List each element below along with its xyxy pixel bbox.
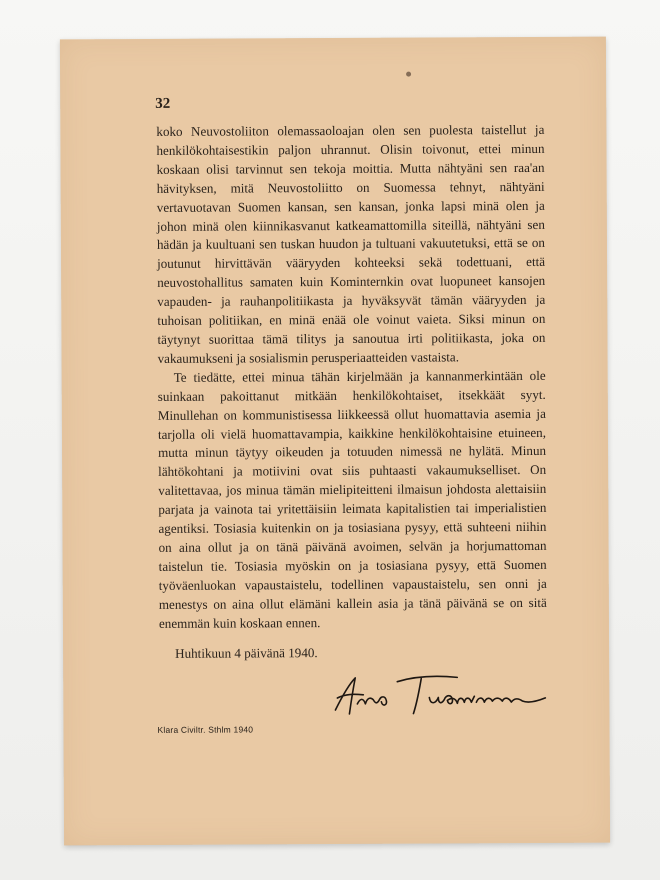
handwritten-signature [329, 663, 554, 726]
page-number: 32 [155, 95, 171, 112]
paragraph-2: Te tiedätte, ettei minua tähän kirjelmään ja kannanmerkintään ole suinkaan pakoittanut mitkään henkilökohtaiset, itsekkäät syyt. Minullehan on kommunistisessa liikkeessä ollut huomattavia asemia ja tarjolla oli vielä huomattavampia, kaikkine henkilökohtaisine etuineen, mutta minun täytyy oikeuden ja totuuden nimessä ne hylätä. Minun lähtökohtani ja motiivini ovat siis puhtaasti vakaumukselliset. On valitettavaa, jos minua tämän mielipiteitteni ilmaisun johdosta alettaisiin parjata ja vainota tai yritettäisiin leimata kapitalistien tai imperialistien agentiksi. Tosiasia kuitenkin on ja tosiasiana pysyy, että suhteeni niihin on aina ollut ja on tänä päivänä avoimen, selvän ja horjumattoman taistelun tie. Tosiasia myöskin on ja tosiasiana pysyy, että Suomen työväenluokan vapaustaistelu, todellinen vapaustaistelu, sen onni ja menestys on aina ollut elämäni kallein asia ja tänä päivänä se on sitä enemmän kuin koskaan ennen. [157, 367, 547, 631]
document-page [60, 37, 610, 846]
body-text [156, 121, 547, 633]
paper-mark [406, 72, 411, 77]
printer-imprint: Klara Civiltr. Sthlm 1940 [157, 724, 254, 735]
date-line: Huhtikuun 4 päivänä 1940. [175, 645, 318, 661]
paragraph-1: koko Neuvostoliiton olemassaoloajan olen sen puolesta taistellut ja henkilökohtaisestikin paljon uhrannut. Olisin toivonut, ettei minun koskaan olisi tarvinnut sen tekoja moittia. Mutta nähtyäni sen raa'an hävityksen, mitä Neuvostoliitto on Suomessa tehnyt, nähtyäni vertavuotavan Suomen kansan, sen kansan, jonka lapsi minä olen ja johon minä olen kiinnikasvanut katkeamattomilla siteillä, nähtyäni sen hädän ja kuultuani sen tuskan huudon ja tultuani vakuutetuksi, että se on joutunut hirvittävän vääryyden kohteeksi sekä todettuani, että neuvostohallitus samaten kuin Kominternkin ovat luopuneet kansojen vapauden- ja rauhanpolitiikasta ja hyväksyvät tämän vääryyden ja tuhoisan politiikan, en minä enää ole voinut vaieta. Siksi minun on täytynyt suorittaa tämä tilitys ja sanoutua irti politiikasta, joka on vakaumukseni ja sosialismin perusperiaatteiden vastaista. [156, 121, 546, 366]
